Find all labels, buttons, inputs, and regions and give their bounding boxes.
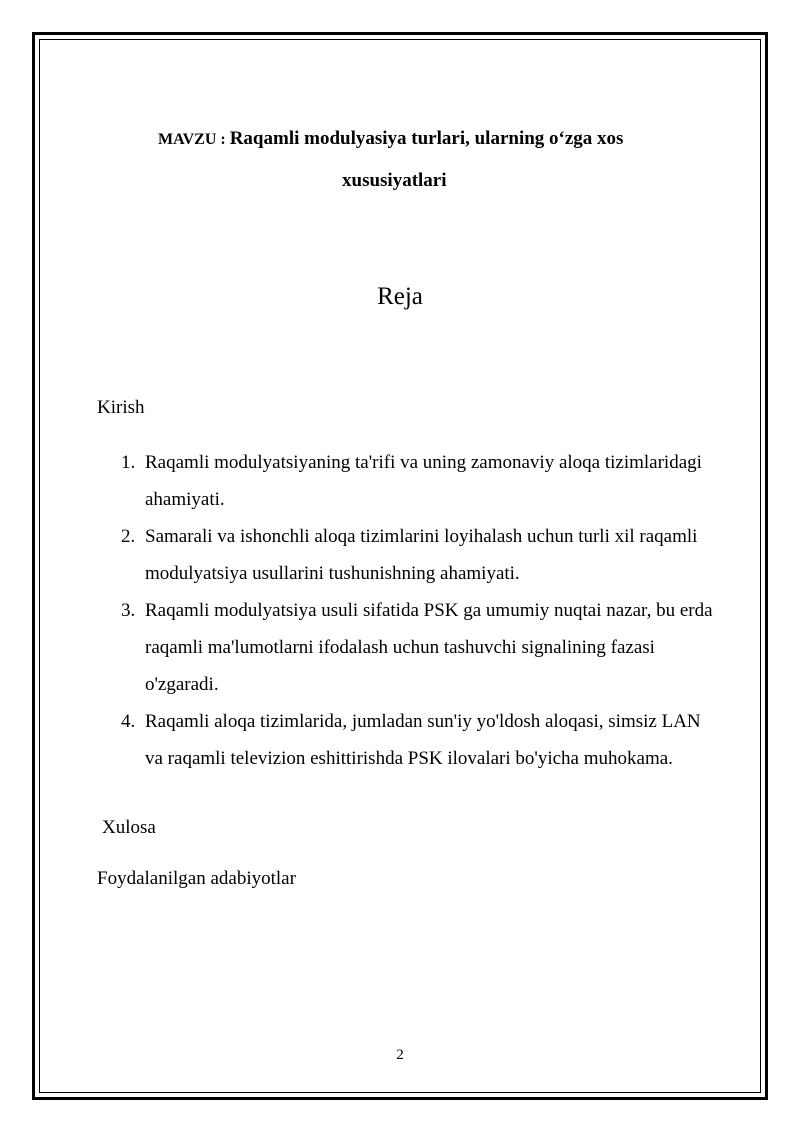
plan-references: Foydalanilgan adabiyotlar [97, 868, 296, 889]
plan-item-number: 3. [121, 600, 136, 621]
plan-item-text: Raqamli modulyatsiyaning ta'rifi va uning zamonaviy aloqa tizimlaridagi ahamiyati. [145, 452, 702, 510]
plan-item-text: Samarali va ishonchli aloqa tizimlarini loyihalash uchun turli xil raqamli modulyatsiya usullarini tushunishning ahamiyati. [145, 526, 698, 584]
plan-item-number: 4. [121, 711, 136, 732]
page-number: 2 [396, 1047, 404, 1063]
plan-intro: Kirish [97, 397, 145, 418]
plan-item-text: Raqamli aloqa tizimlarida, jumladan sun'iy yo'ldosh aloqasi, simsiz LAN va raqamli televizion eshittirishda PSK ilovalari bo'yicha muhokama. [145, 711, 701, 769]
plan-item [97, 703, 717, 777]
plan-item [97, 592, 717, 703]
document-title [158, 128, 623, 150]
plan-item-number: 1. [121, 452, 136, 473]
plan-heading: Reja [377, 283, 423, 310]
title-topic-line2: xususiyatlari [342, 170, 447, 191]
plan-conclusion: Xulosa [102, 817, 156, 838]
title-prefix: MAVZU : [158, 131, 230, 148]
plan-list [97, 444, 717, 777]
title-topic-line1: Raqamli modulyasiya turlari, ularning o‘zga xos [229, 128, 624, 149]
plan-item [97, 518, 717, 592]
plan-item [97, 444, 717, 518]
plan-item-number: 2. [121, 526, 136, 547]
plan-item-text: Raqamli modulyatsiya usuli sifatida PSK ga umumiy nuqtai nazar, bu erda raqamli ma'lumotlarni ifodalash uchun tashuvchi signalining fazasi o'zgaradi. [145, 600, 713, 695]
